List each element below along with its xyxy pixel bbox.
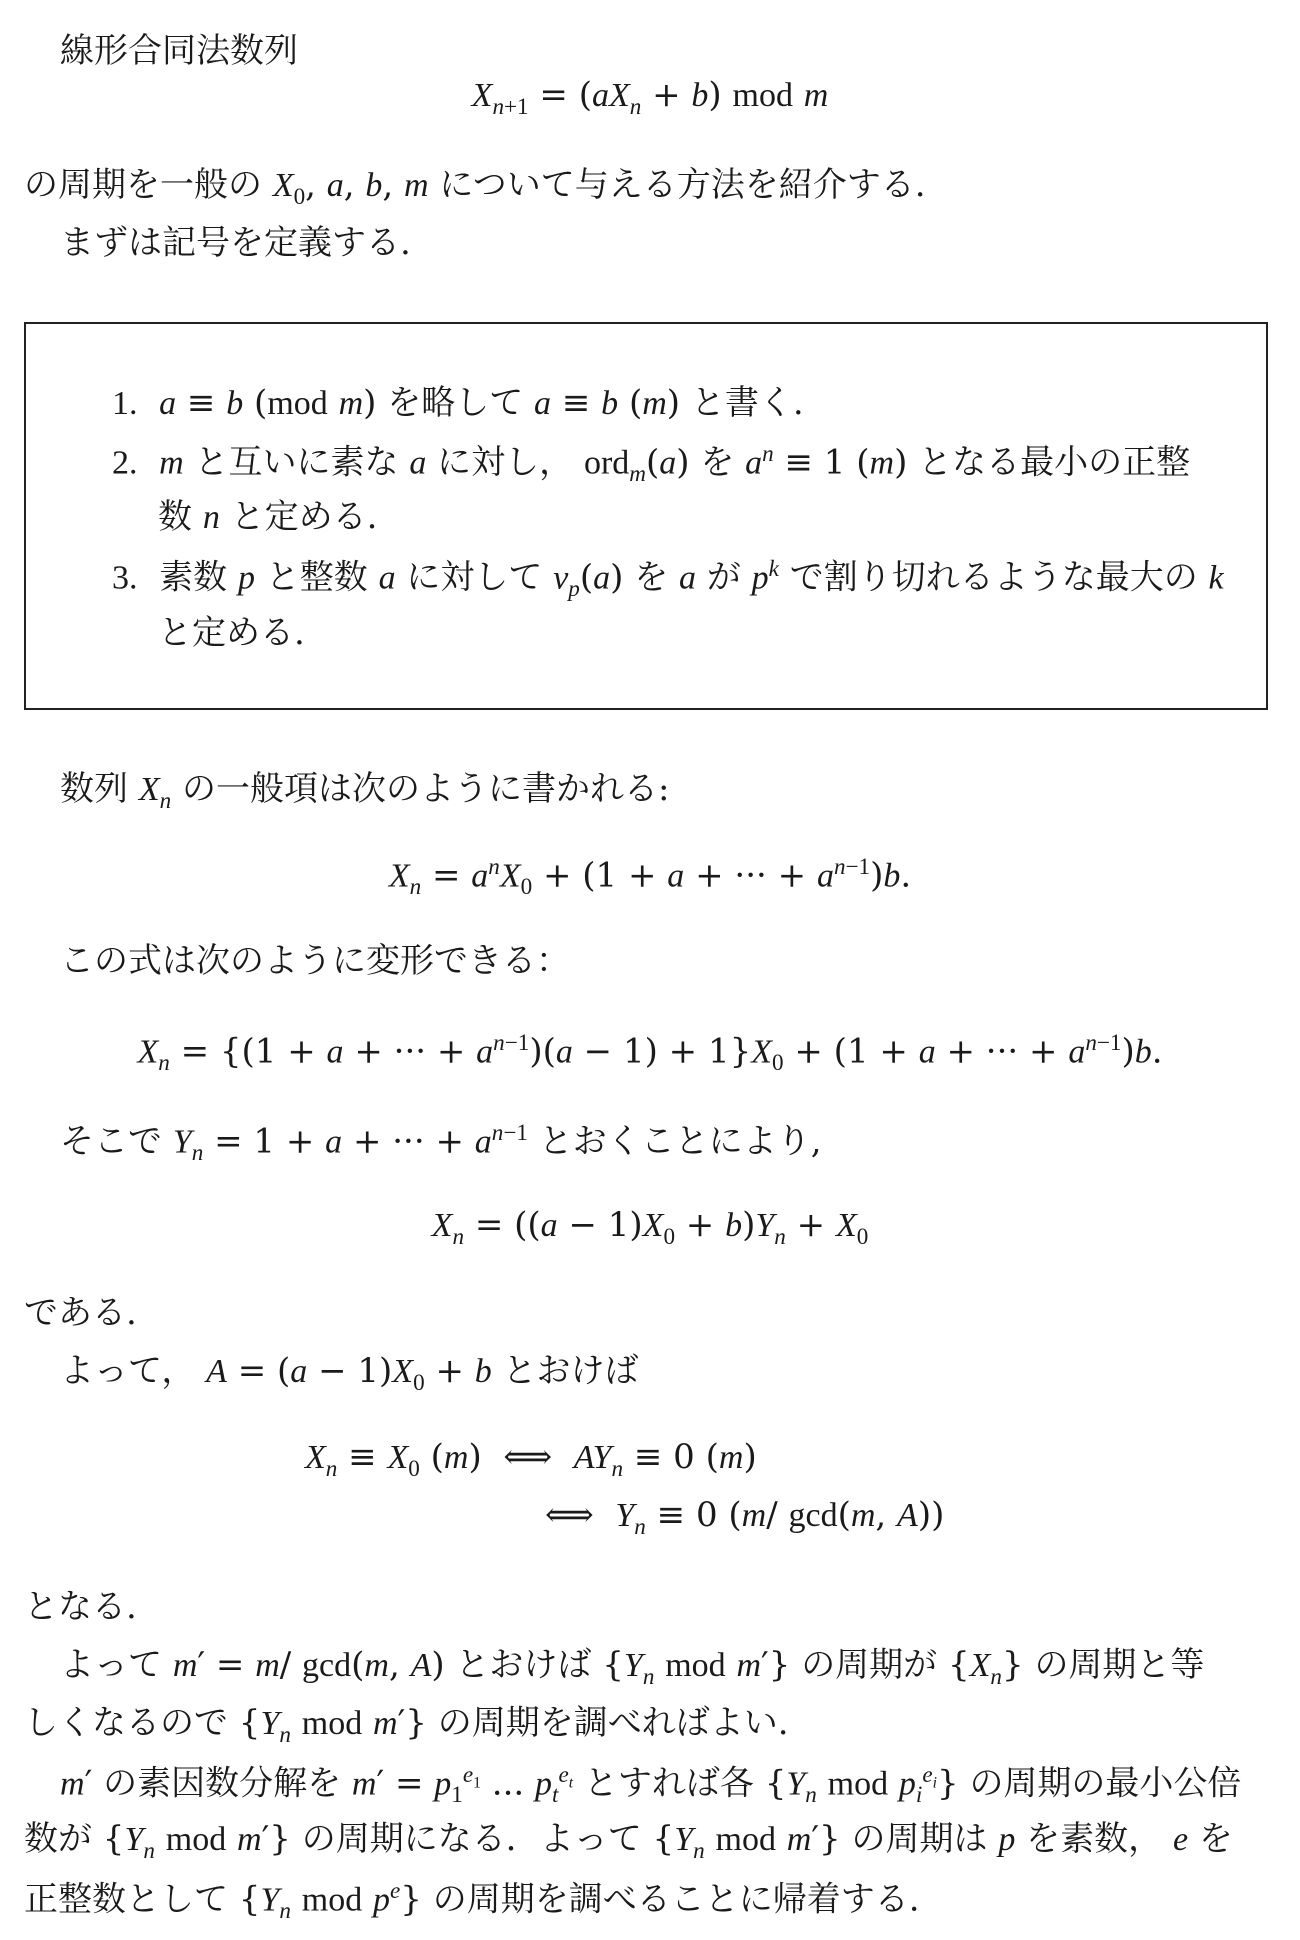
body-text: よって [60, 1645, 162, 1685]
body-text: とすれば各 [583, 1763, 754, 1804]
body-text: とおけば [455, 1645, 592, 1685]
body-text: とおけば [502, 1351, 639, 1391]
recurrence-equation: $X_{n+1} = (aX_n + b)$ mod m [471, 75, 829, 120]
definition-item-2-cont: 数 n と定める. [158, 497, 378, 537]
definition-number: 3. [112, 559, 138, 597]
body-text: の周期が [801, 1645, 938, 1685]
equation-transformed: $X_n = \{(1 + a$ + ··· + $a^{n-1})(a - 1) + 1\}X_0 + (1 + a$ + ··· + $a^{n-1})b$. [137, 1030, 1163, 1077]
definition-text: が [706, 557, 741, 598]
body-text: の素因数分解を [103, 1763, 342, 1804]
body-text: しくなるので [24, 1703, 228, 1743]
equation-equivalence-line-1: $X_n \equiv X_0$ (m) ⟺ $AY_n \equiv 0$ (m) [305, 1437, 757, 1482]
body-text: 数が [24, 1819, 92, 1859]
paragraph-naru: となる. [24, 1587, 137, 1627]
intro-line-2: の周期を一般の $X_0$, a, b, m について与える方法を紹介する. [24, 165, 926, 210]
definition-text: に対して [406, 557, 543, 598]
equation-x-in-terms-of-y: $X_n = ((a - 1)X_0 + b)Y_n + X_0$ [431, 1205, 869, 1250]
body-text: 数列 [60, 769, 128, 809]
definition-item-3: 3. 素数 p と整数 a に対して $v_p(a)$ を a が $p^k$ で割り切れるような最大の k [112, 556, 1224, 603]
definition-text: を [634, 557, 669, 598]
paragraph-general-term: 数列 $X_n$ の一般項は次のように書かれる: [60, 769, 670, 814]
paragraph-define-a: よって， $A = (a - 1)X_0 + b$ とおけば [60, 1351, 639, 1396]
definition-item-1: 1. a ≡ b (mod m) を略して a ≡ b (m) と書く. [112, 383, 804, 423]
body-text: よって， [60, 1351, 196, 1391]
paragraph-factorization-line-2: 数が {$Y_n$ mod m′} の周期になる．よって {$Y_n$ mod m′} の周期は p を素数， e を [24, 1819, 1233, 1864]
equation-general-term: $X_n = a^nX_0 + (1 + a$ + ··· + $a^{n-1})b$. [388, 854, 912, 901]
intro-line-3: まずは記号を定義する. [60, 223, 411, 263]
definition-text: と互いに素な [194, 442, 399, 483]
definition-text: と書く. [690, 383, 804, 423]
body-text: とおくことにより, [538, 1121, 822, 1162]
body-text: 正整数として [24, 1879, 228, 1920]
paragraph-factorization-line-1: m′ の素因数分解を $m' = p_1^{e_1}$ ... $p_t^{e_t}$ とすれば各 {$Y_n$ mod $p_i^{e_i}$} の周期の最小公倍 [60, 1762, 1242, 1809]
definition-text: を [700, 442, 735, 483]
body-text: の周期を調べることに帰着する. [432, 1879, 920, 1920]
body-text: の周期と等 [1034, 1645, 1205, 1685]
definition-item-2: 2. m と互いに素な a に対し， ord$_m$(a) を $a^n \equiv 1$ (m) となる最小の正整 [112, 441, 1191, 488]
definition-text: 素数 [159, 557, 228, 598]
definition-text: 数 [158, 497, 192, 537]
body-text: を [1198, 1819, 1233, 1859]
body-text: の周期は [851, 1819, 988, 1859]
equation-equivalence-line-2: ⟺ $Y_n \equiv 0$ (m/ gcd(m, A)) [545, 1495, 945, 1540]
definition-text: となる最小の正整 [918, 442, 1191, 483]
paragraph-factorization-line-3: 正整数として {$Y_n$ mod $p^e$} の周期を調べることに帰着する. [24, 1878, 920, 1925]
paragraph-m-prime-line-1: よって m′ = m/ gcd(m, A) とおけば {$Y_n$ mod m′} の周期が $\{X_n\}$ の周期と等 [60, 1645, 1205, 1690]
paragraph-m-prime-line-2: しくなるので {$Y_n$ mod m′} の周期を調べればよい. [24, 1703, 789, 1748]
body-text: を素数， [1026, 1819, 1163, 1859]
body-text: の周期を調べればよい. [437, 1703, 789, 1743]
definition-number: 1. [112, 385, 138, 422]
definition-number: 2. [112, 444, 138, 482]
body-text: の周期になる．よって [301, 1819, 642, 1859]
definition-text: と整数 [265, 557, 368, 598]
intro-line-2-prefix: の周期を一般の [24, 165, 262, 205]
definition-item-3-cont: と定める. [158, 613, 305, 653]
intro-line-2-suffix: について与える方法を紹介する. [439, 165, 926, 205]
definition-text: を略して [387, 383, 524, 423]
body-text: そこで [60, 1121, 162, 1162]
definition-text: に対し， [437, 442, 574, 483]
paragraph-define-y: そこで $Y_n = 1 + a$ + ··· + $a^{n-1}$ とおくことにより, [60, 1120, 822, 1167]
paragraph-dearu: である. [24, 1293, 137, 1333]
body-text: の一般項は次のように書かれる: [181, 769, 670, 809]
definition-text: と定める. [230, 497, 378, 537]
intro-line-1: 線形合同法数列 [60, 31, 298, 71]
body-text: の周期の最小公倍 [969, 1763, 1242, 1804]
paragraph-transform: この式は次のように変形できる： [60, 941, 570, 981]
definition-text: で割り切れるような最大の [789, 557, 1198, 598]
